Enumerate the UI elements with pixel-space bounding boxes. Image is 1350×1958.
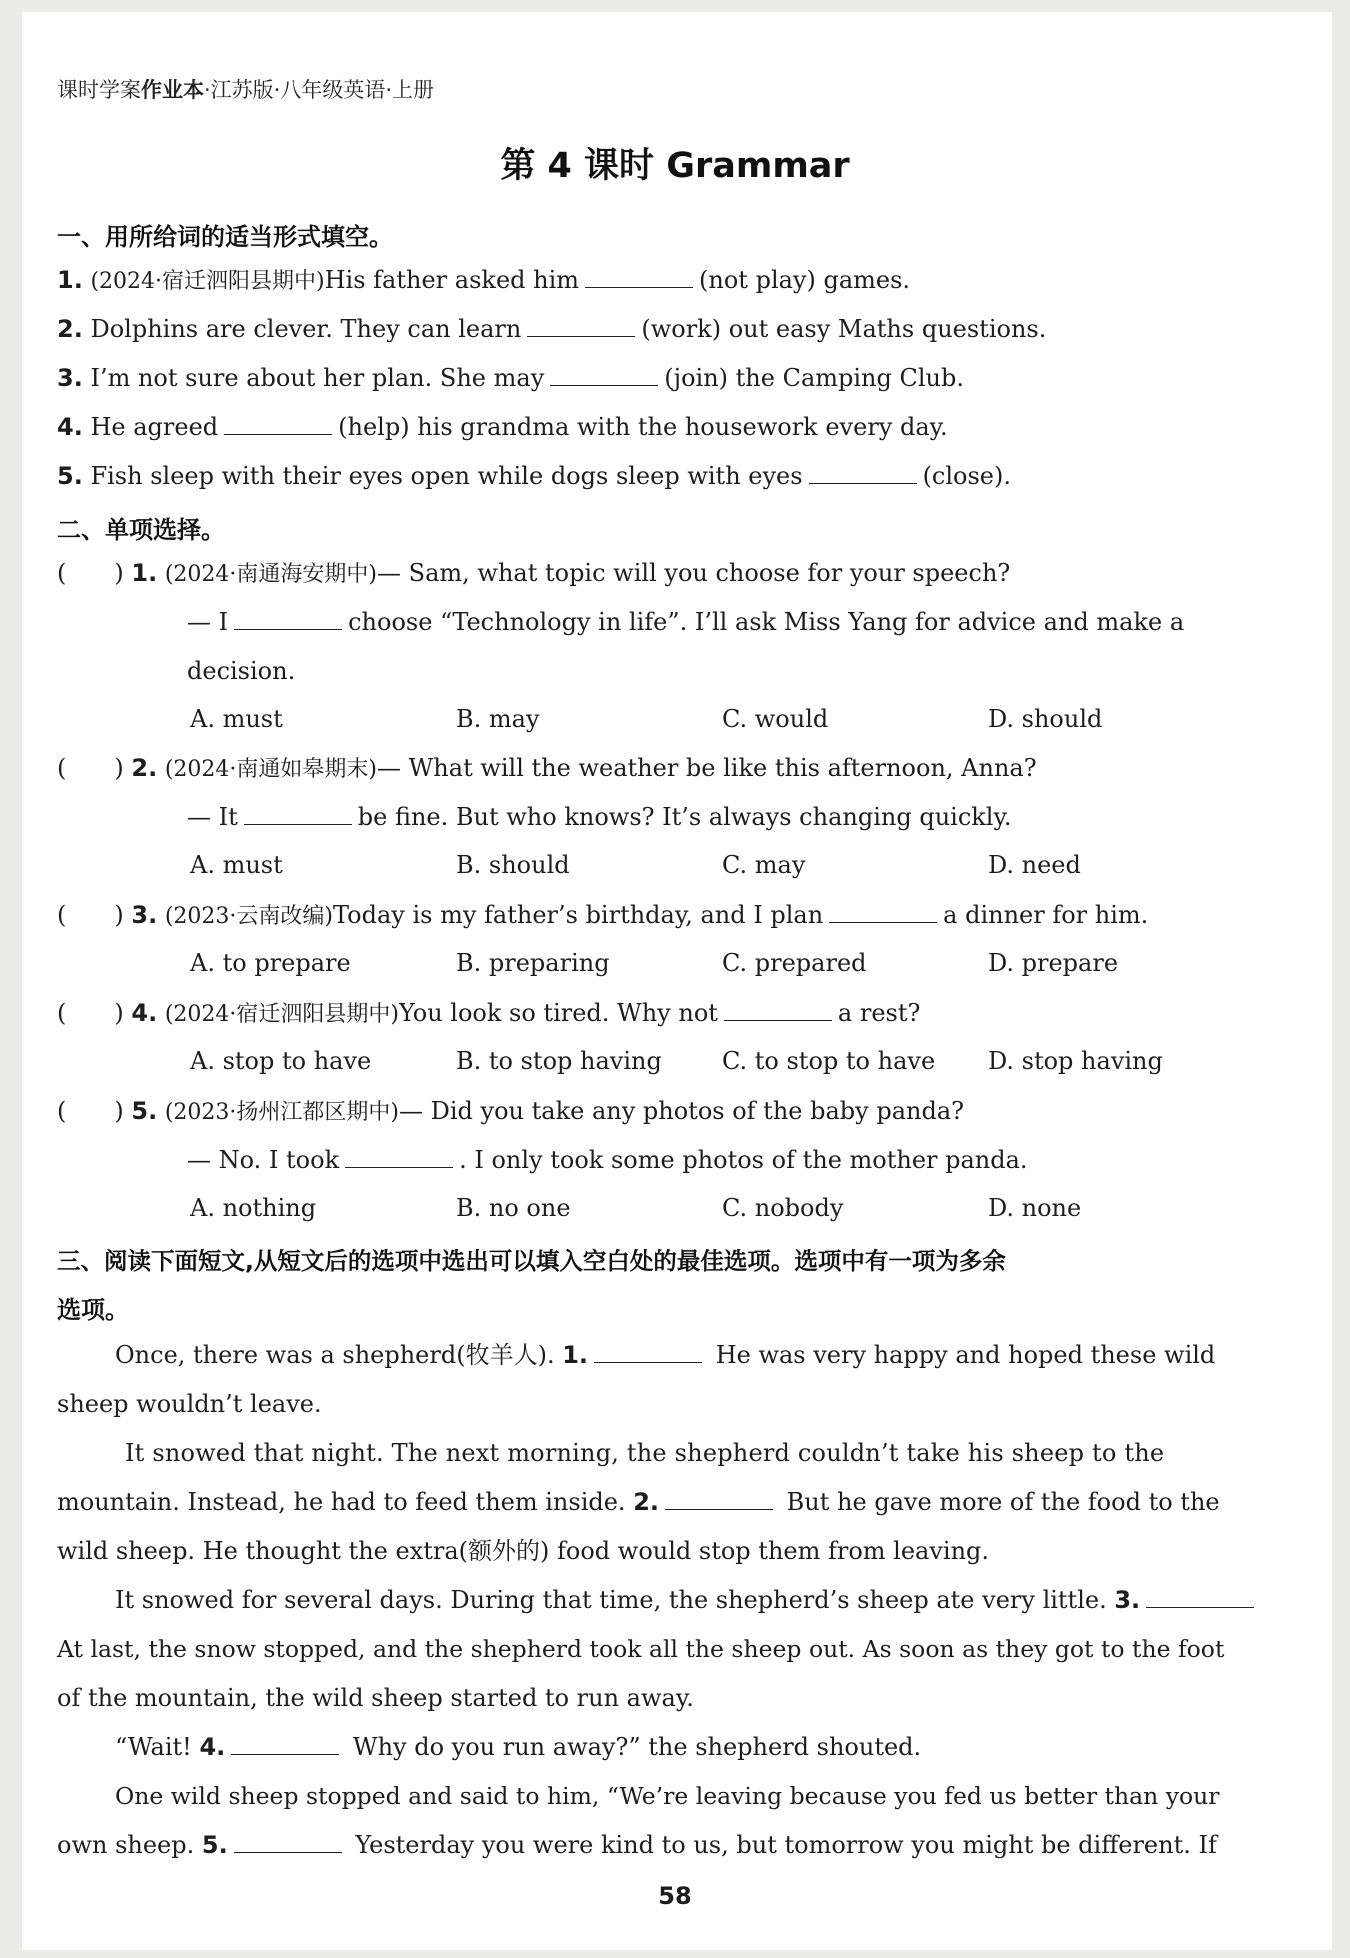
passage-p2-line2: mountain. Instead, he had to feed them inside. 2. But he gave more of the food to the [57,1488,1220,1516]
option-a[interactable]: A. must [190,851,283,879]
s1-item-3: 3. I’m not sure about her plan. She may (join) the Camping Club. [57,364,964,392]
option-b[interactable]: B. no one [456,1194,571,1222]
option-d[interactable]: D. stop having [988,1047,1163,1075]
mc-question-3: ( ) 3. (2023·云南改编)Today is my father’s birthday, and I plan a dinner for him. [57,901,1149,929]
passage-p4-line1: “Wait! 4. Why do you run away?” the shepherd shouted. [115,1733,922,1761]
option-d[interactable]: D. none [988,1194,1082,1222]
option-a[interactable]: A. must [190,705,283,733]
passage-p3-line2: At last, the snow stopped, and the shepherd took all the sheep out. As soon as they got to the foot [57,1635,1225,1663]
passage-p3-line1: It snowed for several days. During that time, the shepherd’s sheep ate very little. 3. [115,1585,1260,1615]
passage-p3-line3: of the mountain, the wild sheep started to run away. [57,1684,694,1712]
mc-question-4: ( ) 4. (2024·宿迁泗阳县期中)You look so tired. Why not a rest? [57,999,921,1027]
header-bold: 作业本 [141,78,204,102]
option-c[interactable]: C. would [722,705,829,733]
answer-blank[interactable] [550,363,658,386]
answer-blank[interactable] [244,802,352,825]
passage-p2-line1: It snowed that night. The next morning, the shepherd couldn’t take his sheep to the [125,1439,1165,1467]
answer-blank[interactable] [665,1487,773,1510]
mc-question-5-line2: — No. I took . I only took some photos of the mother panda. [187,1146,1028,1174]
mc-question-2: ( ) 2. (2024·南通如皋期末)— What will the weather be like this afternoon, Anna? [57,754,1037,782]
s1-item-2: 2. Dolphins are clever. They can learn (work) out easy Maths questions. [57,315,1047,343]
section3-heading: 三、阅读下面短文,从短文后的选项中选出可以填入空白处的最佳选项。选项中有一项为多余 [57,1247,1006,1275]
option-b[interactable]: B. should [456,851,570,879]
s1-item-1: 1. (2024·宿迁泗阳县期中)His father asked him (not play) games. [57,266,911,294]
book-header [57,74,434,104]
answer-parentheses[interactable]: ( ) [57,901,124,929]
answer-blank[interactable] [234,1830,342,1853]
section3-heading-cont: 选项。 [57,1296,129,1324]
s1-item-4: 4. He agreed (help) his grandma with the housework every day. [57,413,948,441]
section1-heading: 一、用所给词的适当形式填空。 [57,223,393,251]
answer-blank[interactable] [345,1145,453,1168]
option-b[interactable]: B. preparing [456,949,610,977]
page-number: 58 [658,1882,692,1910]
answer-blank[interactable] [527,314,635,337]
option-c[interactable]: C. nobody [722,1194,844,1222]
option-d[interactable]: D. should [988,705,1103,733]
option-b[interactable]: B. may [456,705,540,733]
option-d[interactable]: D. prepare [988,949,1119,977]
answer-blank[interactable] [224,412,332,435]
passage-p5-line1: One wild sheep stopped and said to him, “We’re leaving because you fed us better than your [115,1782,1220,1810]
passage-p5-line2: own sheep. 5. Yesterday you were kind to us, but tomorrow you might be different. If [57,1831,1217,1859]
s1-item-5: 5. Fish sleep with their eyes open while dogs sleep with eyes (close). [57,462,1012,490]
answer-blank[interactable] [724,998,832,1021]
passage-p1-line2: sheep wouldn’t leave. [57,1390,322,1418]
mc-question-5: ( ) 5. (2023·扬州江都区期中)— Did you take any photos of the baby panda? [57,1097,965,1125]
option-c[interactable]: C. to stop to have [722,1047,936,1075]
answer-blank[interactable] [234,607,342,630]
mc-question-1-line3: decision. [187,657,296,685]
option-c[interactable]: C. may [722,851,806,879]
mc-question-2-line2: — It be fine. But who knows? It’s always changing quickly. [187,803,1012,831]
option-b[interactable]: B. to stop having [456,1047,662,1075]
mc-question-1-line2: — I choose “Technology in life”. I’ll ask Miss Yang for advice and make a [187,608,1185,636]
header-rest: ·江苏版·八年级英语·上册 [204,78,435,102]
passage-p1-line1: Once, there was a shepherd(牧羊人). 1. He was very happy and hoped these wild [115,1341,1216,1369]
answer-blank[interactable] [585,265,693,288]
option-d[interactable]: D. need [988,851,1081,879]
answer-blank[interactable] [231,1732,339,1755]
answer-parentheses[interactable]: ( ) [57,559,124,587]
section2-heading: 二、单项选择。 [57,516,225,544]
mc-question-1: ( ) 1. (2024·南通海安期中)— Sam, what topic will you choose for your speech? [57,559,1011,587]
answer-blank[interactable] [809,461,917,484]
option-c[interactable]: C. prepared [722,949,867,977]
option-a[interactable]: A. to prepare [190,949,351,977]
option-a[interactable]: A. stop to have [190,1047,372,1075]
header-series: 课时学案 [57,78,141,102]
answer-parentheses[interactable]: ( ) [57,1097,124,1125]
answer-blank[interactable] [829,900,937,923]
passage-p2-line3: wild sheep. He thought the extra(额外的) food would stop them from leaving. [57,1537,990,1565]
option-a[interactable]: A. nothing [190,1194,317,1222]
answer-blank[interactable] [1146,1585,1254,1608]
answer-parentheses[interactable]: ( ) [57,754,124,782]
answer-blank[interactable] [594,1340,702,1363]
answer-parentheses[interactable]: ( ) [57,999,124,1027]
page-title: 第 4 课时 Grammar [500,146,850,186]
